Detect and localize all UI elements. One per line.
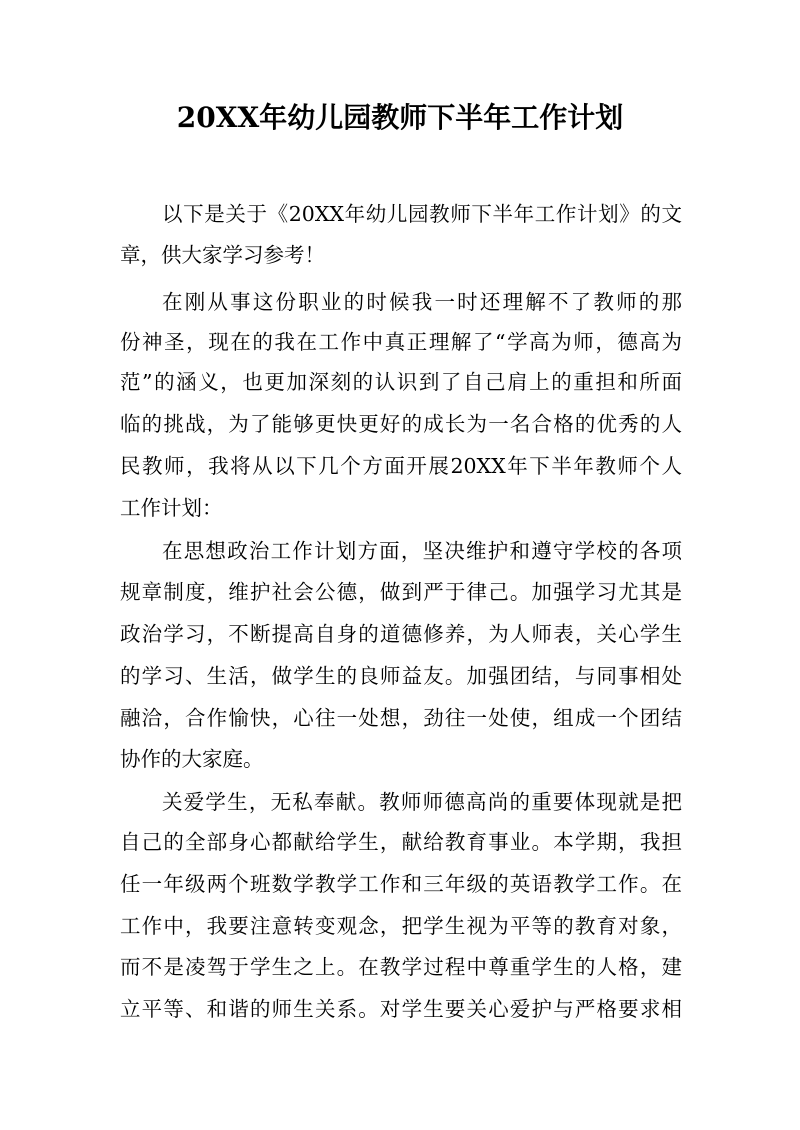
paragraph-line: 协作的大家庭。 [120, 747, 264, 771]
paragraph-line: 工作中，我要注意转变观念，把学生视为平等的教育对象， [120, 914, 682, 938]
paragraph-line: 政治学习，不断提高自身的道德修养，为人师表，关心学生 [120, 622, 682, 646]
paragraph-line: 任一年级两个班数学教学工作和三年级的英语教学工作。在 [120, 872, 682, 896]
document-title: 20XX年幼儿园教师下半年工作计划 [176, 101, 624, 134]
paragraph-line: 的学习、生活，做学生的良师益友。加强团结，与同事相处 [120, 664, 682, 688]
paragraph-line: 规章制度，维护社会公德，做到严于律己。加强学习尤其是 [120, 580, 682, 604]
paragraph-line: 而不是凌驾于学生之上。在教学过程中尊重学生的人格，建 [120, 955, 682, 979]
paragraph-line: 章，供大家学习参考！ [120, 243, 325, 267]
paragraph-line: 工作计划： [120, 496, 223, 520]
paragraph-line: 在刚从事这份职业的时候我一时还理解不了教师的那 [162, 290, 682, 314]
paragraph-line: 关爱学生，无私奉献。教师师德高尚的重要体现就是把 [162, 790, 682, 814]
paragraph-line: 在思想政治工作计划方面，坚决维护和遵守学校的各项 [162, 539, 682, 563]
paragraph-line: 临的挑战，为了能够更快更好的成长为一名合格的优秀的人 [120, 412, 682, 436]
paragraph-line: 以下是关于《20XX年幼儿园教师下半年工作计划》的文 [162, 202, 682, 226]
paragraph-line: 范”的涵义，也更加深刻的认识到了自己肩上的重担和所面 [120, 370, 682, 394]
paragraph-line: 份神圣，现在的我在工作中真正理解了“学高为师，德高为 [120, 330, 682, 354]
paragraph-line: 融洽，合作愉快，心往一处想，劲往一处使，组成一个团结 [120, 706, 682, 730]
paragraph-line: 立平等、和谐的师生关系。对学生要关心爱护与严格要求相 [120, 997, 682, 1021]
paragraph-line: 自己的全部身心都献给学生，献给教育事业。本学期，我担 [120, 830, 682, 854]
paragraph-line: 民教师，我将从以下几个方面开展20XX年下半年教师个人 [120, 454, 682, 478]
